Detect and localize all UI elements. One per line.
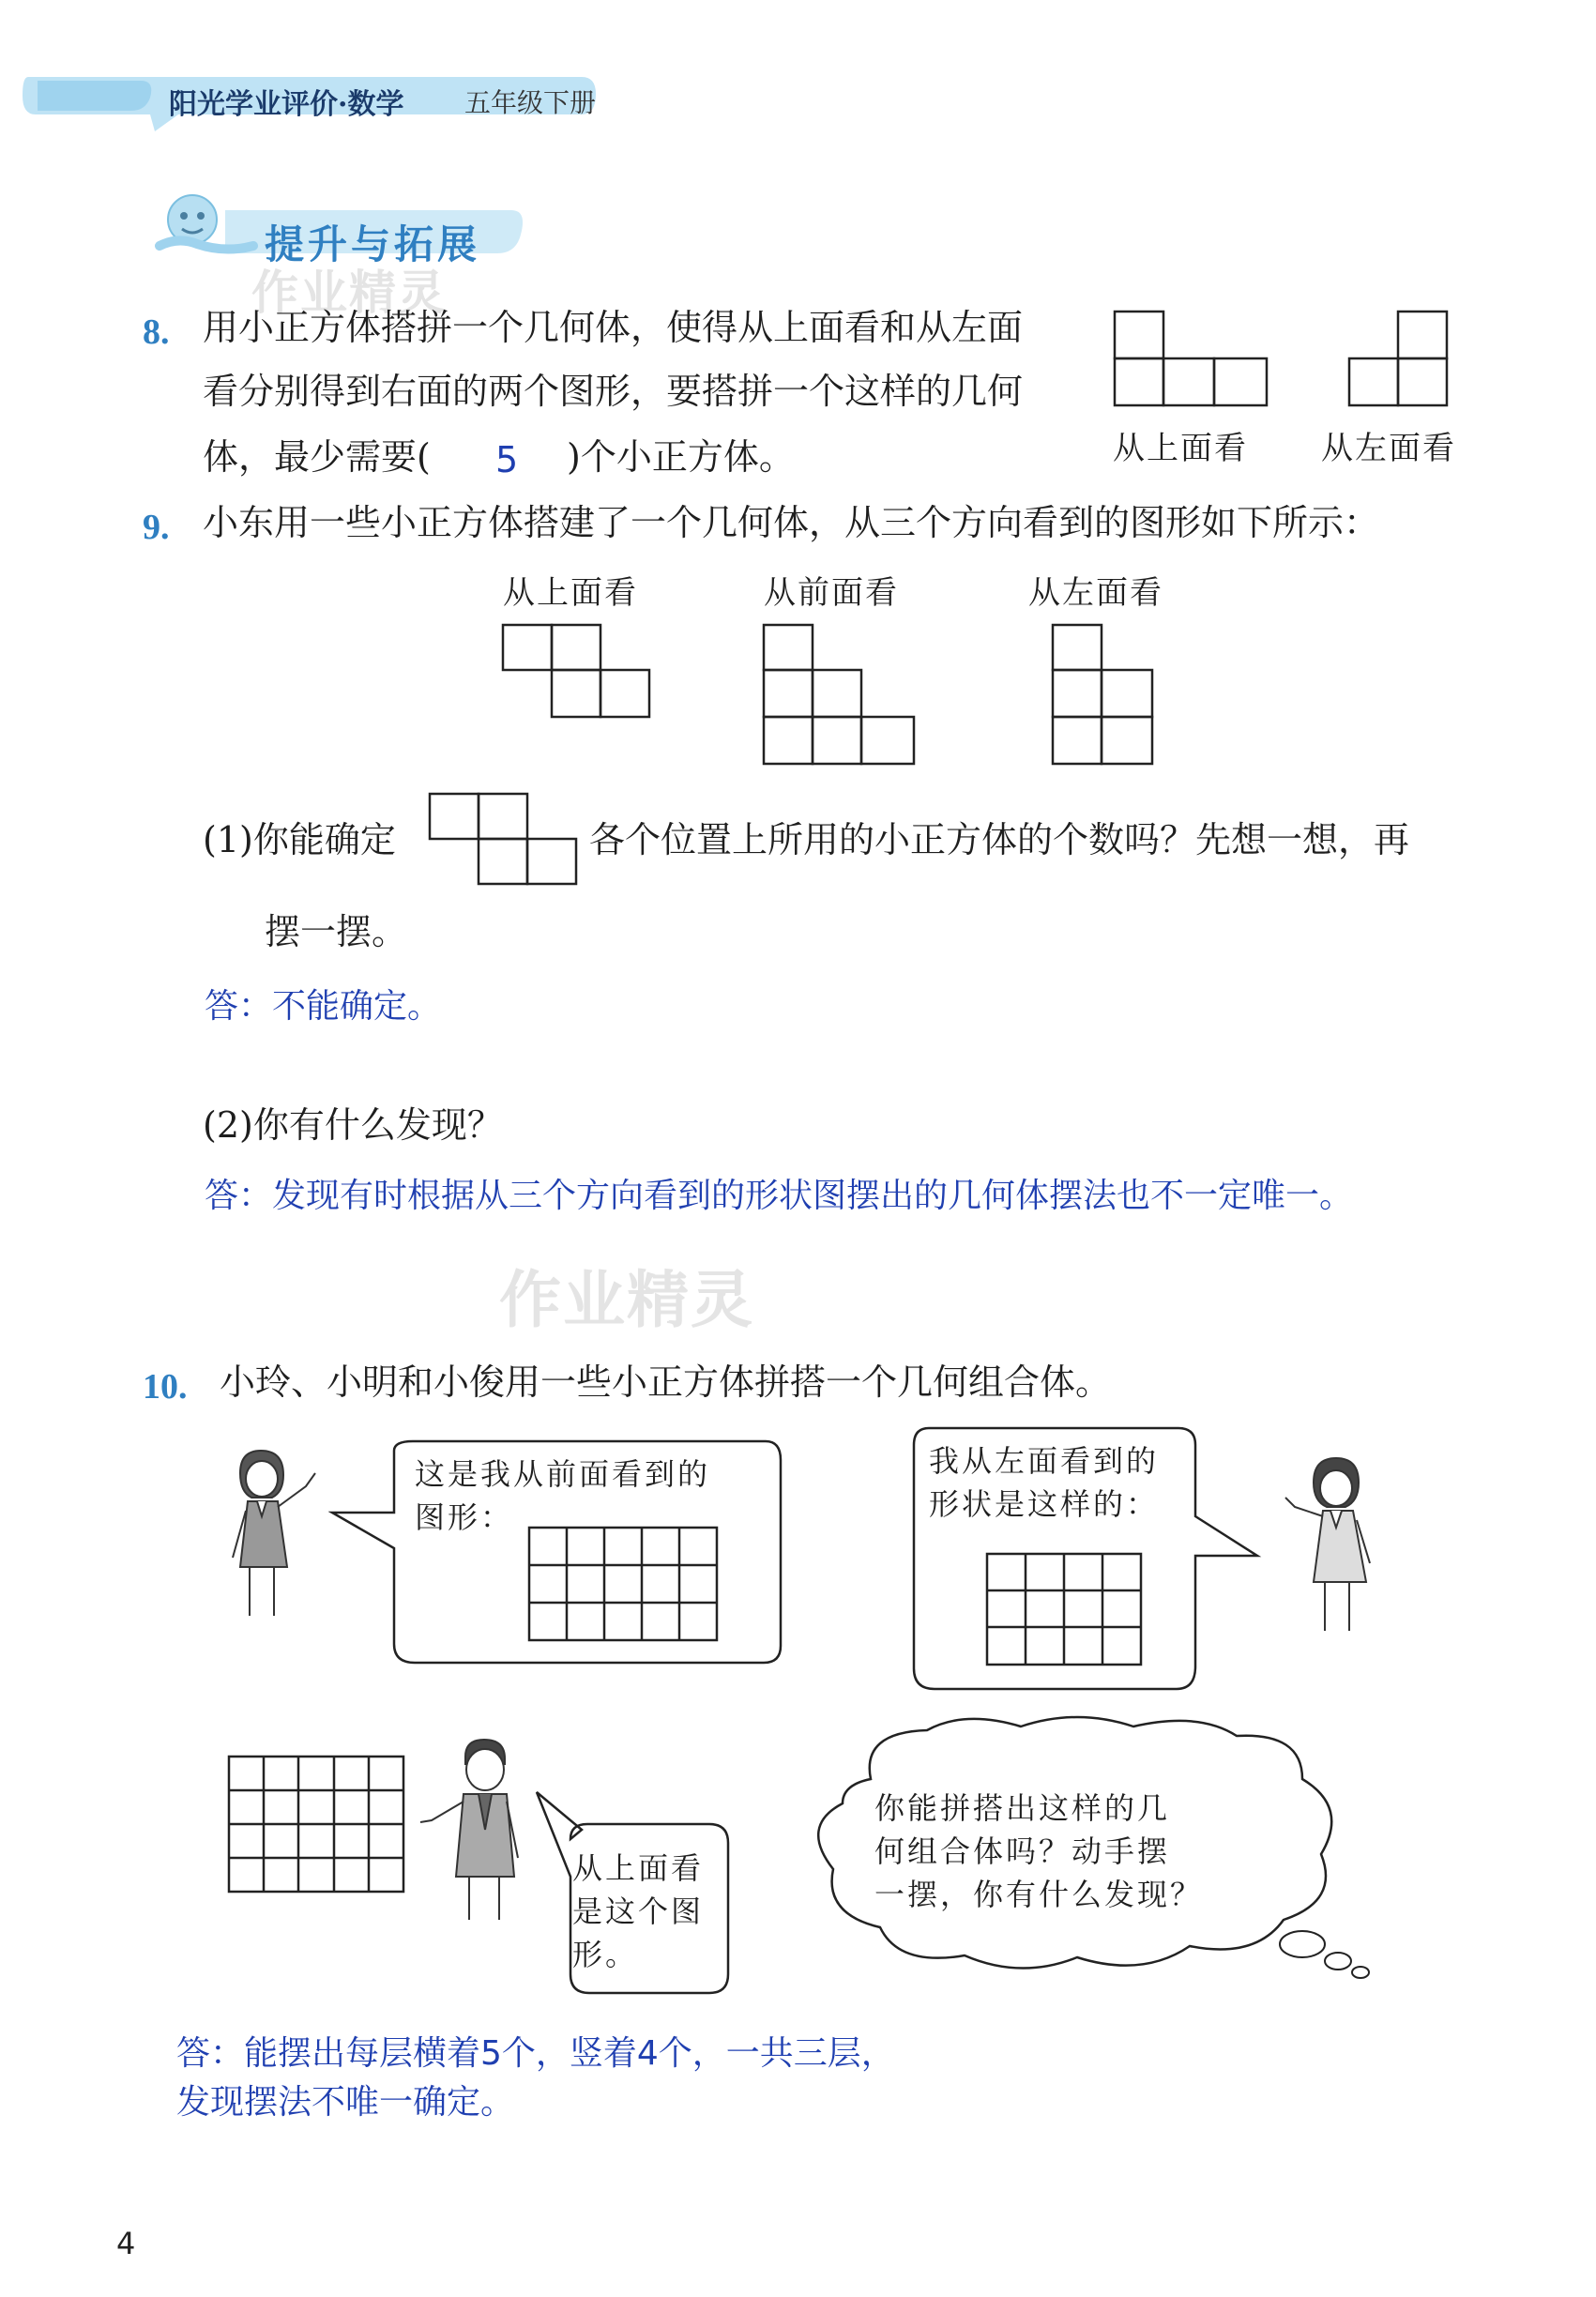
q10-answer-line1: 答：能摆出每层横着5个，竖着4个，一共三层， (176, 2034, 895, 2073)
q9-number: 9. (143, 508, 170, 547)
bubble2-line1: 我从左面看到的 (929, 1443, 1160, 1479)
q9-sub2: (2)你有什么发现？ (203, 1104, 503, 1146)
section-title: 提升与拓展 (265, 221, 481, 267)
q9-answer2: 答：发现有时根据从三个方向看到的形状图摆出的几何体摆法也不一定唯一。 (205, 1177, 1354, 1215)
q10-front-view-grid (527, 1526, 721, 1644)
q10-number: 10. (143, 1367, 188, 1407)
q9-left-view-grid (1051, 623, 1156, 766)
q9-answer1: 答：不能确定。 (205, 987, 442, 1026)
bubble3-line1: 从上面看 (572, 1850, 705, 1886)
q8-answer: 5 (495, 439, 519, 480)
q8-number: 8. (143, 312, 170, 352)
bubble2-line2: 形状是这样的： (929, 1486, 1160, 1522)
q9-sub1-line2: 摆一摆。 (265, 911, 408, 952)
q9-sub1-post: 各个位置上所用的小正方体的个数吗？先想一想，再 (589, 819, 1410, 860)
bubble3-line3: 形。 (572, 1937, 639, 1972)
header-title: 阳光学业评价·数学 (169, 88, 404, 121)
q8-line1: 用小正方体搭拼一个几何体，使得从上面看和从左面 (203, 307, 1024, 348)
q8-left-view-grid (1347, 310, 1451, 407)
q9-label-top: 从上面看 (503, 574, 638, 612)
watermark: 作业精灵 (251, 266, 447, 320)
boy-figure (413, 1736, 554, 1924)
watermark-2: 作业精灵 (499, 1264, 754, 1336)
q9-label-left: 从左面看 (1028, 574, 1163, 612)
q9-front-view-grid (762, 623, 916, 766)
girl-figure-left (212, 1445, 334, 1623)
q10-left-view-grid (985, 1552, 1145, 1668)
header-grade: 五年级下册 (464, 87, 597, 118)
q10-top-view-grid (227, 1755, 405, 1894)
cloud-line3: 一摆，你有什么发现？ (874, 1877, 1204, 1912)
q8-label-left: 从左面看 (1321, 430, 1456, 467)
q8-line3-pre: 体，最少需要( (203, 436, 431, 478)
q8-line3-post: )个小正方体。 (567, 436, 795, 478)
q8-line2: 看分别得到右面的两个图形，要搭拼一个这样的几何 (203, 371, 1024, 412)
q10-text: 小玲、小明和小俊用一些小正方体拼搭一个几何组合体。 (220, 1361, 1112, 1403)
q10-answer-line2: 发现摆法不唯一确定。 (176, 2083, 515, 2122)
bubble1-line1: 这是我从前面看到的 (415, 1456, 711, 1492)
q9-sub1-pre: (1)你能确定 (203, 819, 396, 860)
girl-figure-right (1276, 1451, 1398, 1638)
q9-top-view-grid (501, 623, 651, 719)
q8-top-view-grid (1113, 310, 1269, 407)
bubble3-line2: 是这个图 (572, 1894, 705, 1929)
q9-text: 小东用一些小正方体搭建了一个几何体，从三个方向看到的图形如下所示： (203, 502, 1380, 543)
q8-label-top: 从上面看 (1113, 430, 1248, 467)
page-number: 4 (116, 2226, 136, 2261)
q9-label-front: 从前面看 (764, 574, 899, 612)
cloud-line2: 何组合体吗？动手摆 (874, 1833, 1171, 1869)
q9-sub1-inline-grid (428, 792, 580, 886)
cloud-line1: 你能拼搭出这样的几 (874, 1790, 1171, 1826)
bubble1-line2: 图形： (415, 1499, 514, 1535)
